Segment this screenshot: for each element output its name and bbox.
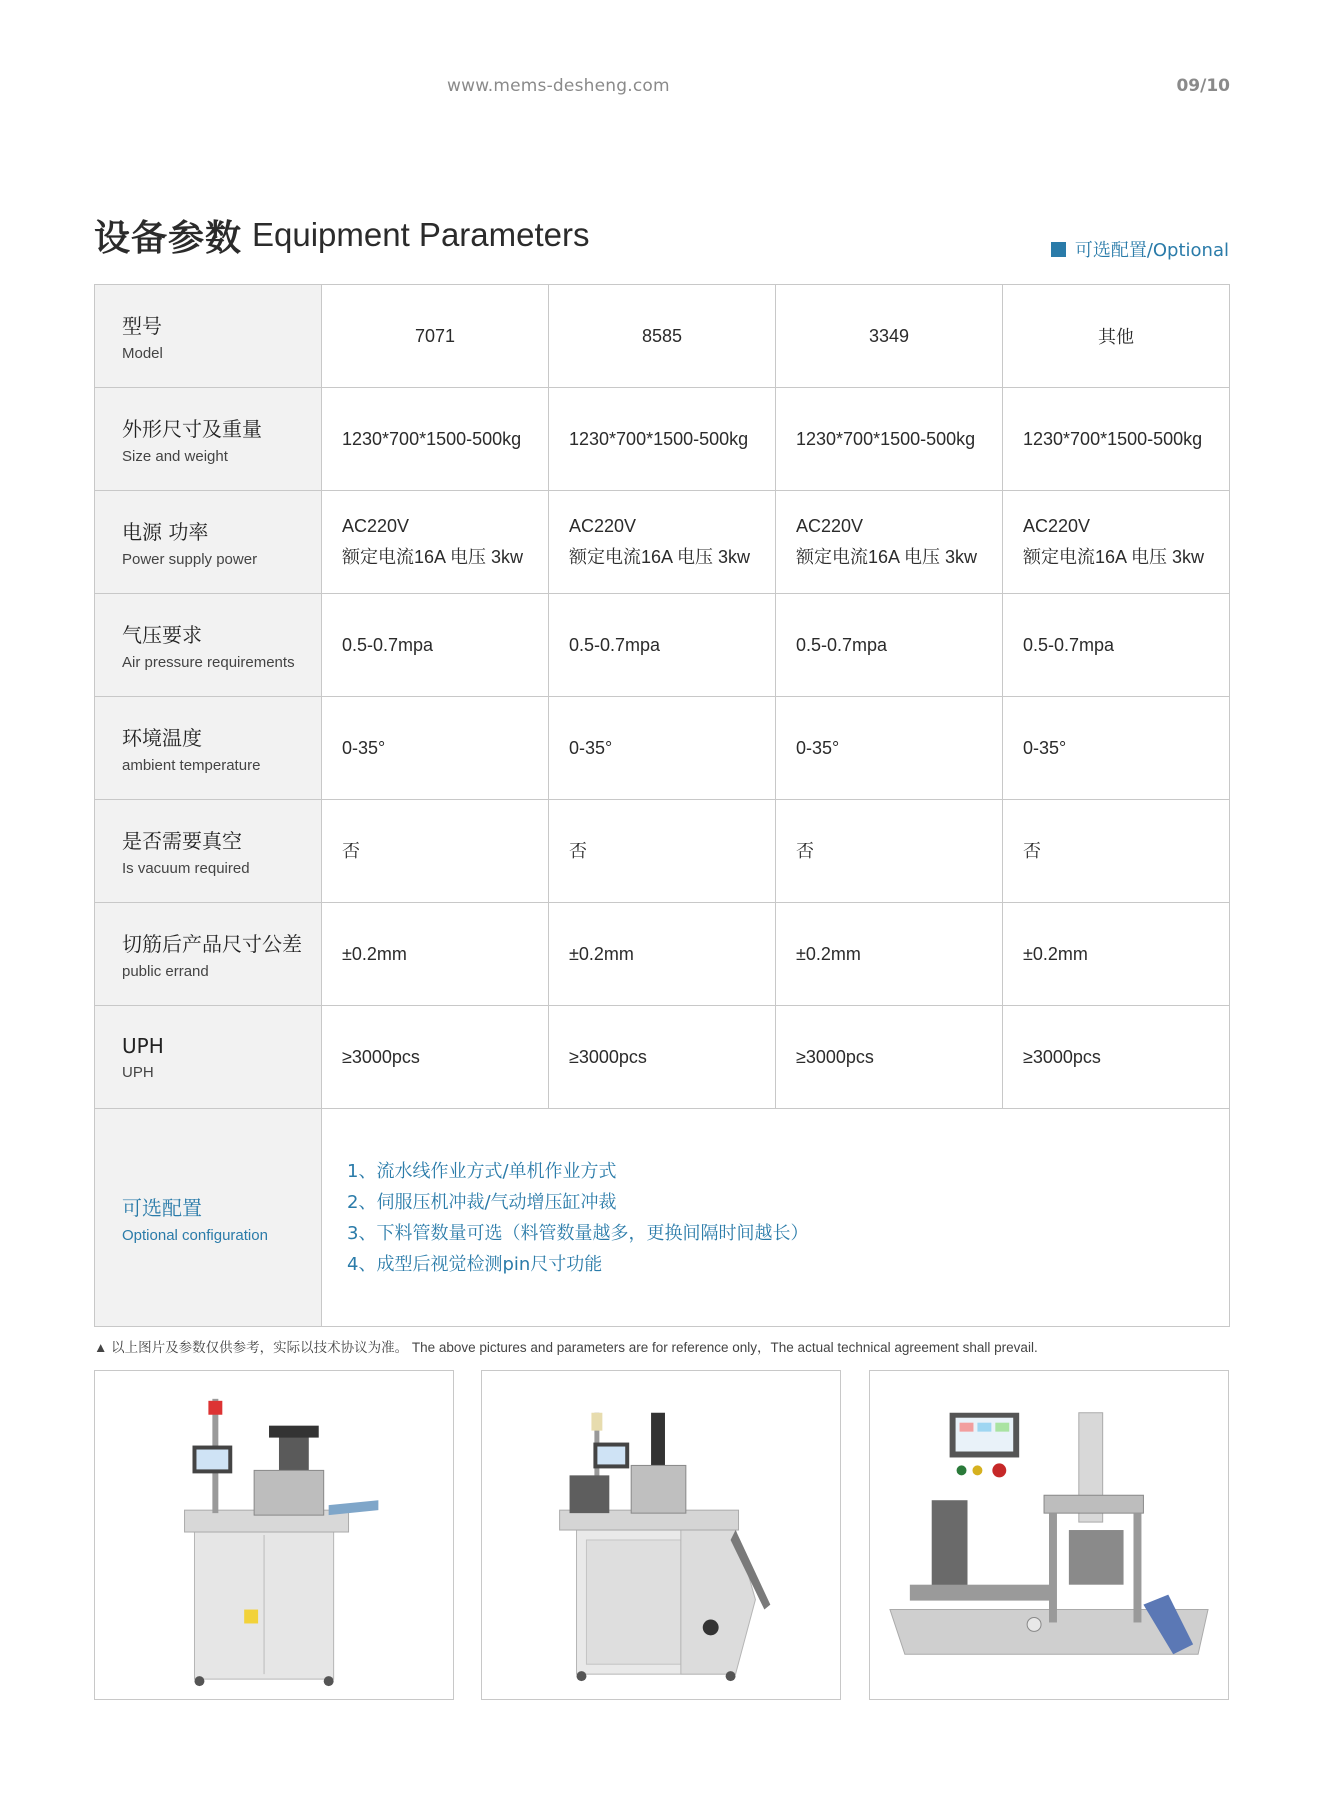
table-cell <box>322 491 549 594</box>
cell-line: 额定电流16A 电压 3kw <box>1023 547 1205 567</box>
cell-line: 否 <box>342 840 360 861</box>
cell-line: 1230*700*1500-500kg <box>342 428 522 449</box>
row-label <box>95 594 322 697</box>
table-cell <box>322 697 549 800</box>
cell-line: 额定电流16A 电压 3kw <box>569 547 751 567</box>
table-cell <box>322 594 549 697</box>
label-en: Air pressure requirements <box>122 654 295 671</box>
table-cell <box>322 1006 549 1109</box>
label-cn: 电源 功率 <box>122 520 209 544</box>
label-en: public errand <box>122 963 209 980</box>
table-cell <box>776 697 1003 800</box>
table-cell <box>776 800 1003 903</box>
cell-line: ±0.2mm <box>569 943 634 964</box>
model-header: 7071 <box>322 285 549 388</box>
table-cell <box>549 491 776 594</box>
table-cell <box>776 491 1003 594</box>
optional-config-list <box>322 1109 1230 1327</box>
label-en: Size and weight <box>122 448 228 465</box>
row-label <box>95 1006 322 1109</box>
model-header: 3349 <box>776 285 1003 388</box>
optional-config-row <box>95 1109 1230 1327</box>
cell-line: 0.5-0.7mpa <box>342 634 434 655</box>
cell-line: 否 <box>796 840 814 861</box>
cell-line: 1230*700*1500-500kg <box>796 428 976 449</box>
page-title-en: Equipment Parameters <box>252 216 590 253</box>
machine-photo-2 <box>481 1370 841 1700</box>
table-row <box>95 800 1230 903</box>
list-item: 1、流水线作业方式/单机作业方式 <box>347 1160 617 1182</box>
cell-line: 1230*700*1500-500kg <box>569 428 749 449</box>
cell-line: AC220V <box>1023 516 1091 536</box>
label-cn: 可选配置 <box>122 1195 202 1220</box>
cell-line: AC220V <box>569 516 637 536</box>
machine-photo-3 <box>869 1370 1229 1700</box>
table-cell <box>549 1006 776 1109</box>
row-label <box>95 388 322 491</box>
label-cn: 型号 <box>122 314 162 338</box>
label-cn: 环境温度 <box>122 726 202 750</box>
row-label <box>95 1109 322 1327</box>
label-cn: 切筋后产品尺寸公差 <box>122 932 302 956</box>
row-label <box>95 285 322 388</box>
page-title-cn: 设备参数 <box>94 218 243 259</box>
table-cell <box>776 388 1003 491</box>
cell-line: 0-35° <box>1023 737 1067 758</box>
legend-square-icon <box>1051 242 1066 257</box>
label-cn: 外形尺寸及重量 <box>122 417 262 441</box>
cell-line: 0.5-0.7mpa <box>1023 634 1115 655</box>
cell-line: ±0.2mm <box>342 943 407 964</box>
optional-legend <box>1051 236 1229 262</box>
table-row <box>95 594 1230 697</box>
parameters-table <box>94 284 1230 1327</box>
row-label <box>95 697 322 800</box>
label-cn: 是否需要真空 <box>122 829 242 853</box>
cell-line: AC220V <box>796 516 864 536</box>
table-cell <box>1003 800 1230 903</box>
table-cell <box>549 903 776 1006</box>
cell-line: ≥3000pcs <box>1023 1046 1101 1067</box>
cell-line: 0-35° <box>796 737 840 758</box>
machine-illustration <box>870 1371 1228 1699</box>
table-cell <box>776 1006 1003 1109</box>
label-en: Optional configuration <box>122 1226 268 1244</box>
cell-line: 否 <box>1023 840 1041 861</box>
table-cell <box>549 594 776 697</box>
label-en: ambient temperature <box>122 757 261 774</box>
row-label <box>95 800 322 903</box>
table-cell <box>322 903 549 1006</box>
cell-line: 0-35° <box>342 737 386 758</box>
cell-line: 额定电流16A 电压 3kw <box>796 547 978 567</box>
cell-line: 额定电流16A 电压 3kw <box>342 547 524 567</box>
cell-line: ≥3000pcs <box>796 1046 874 1067</box>
table-cell <box>1003 903 1230 1006</box>
model-header: 其他 <box>1003 285 1230 388</box>
table-cell <box>1003 697 1230 800</box>
label-cn: 气压要求 <box>122 623 202 647</box>
cell-line: 否 <box>569 840 587 861</box>
table-cell <box>776 903 1003 1006</box>
table-cell <box>549 697 776 800</box>
table-cell <box>1003 388 1230 491</box>
table-cell <box>1003 491 1230 594</box>
cell-line: ±0.2mm <box>796 943 861 964</box>
label-en: Power supply power <box>122 551 258 568</box>
cell-line: 1230*700*1500-500kg <box>1023 428 1203 449</box>
machine-illustration <box>95 1371 453 1699</box>
table-row <box>95 903 1230 1006</box>
cell-line: ≥3000pcs <box>342 1046 420 1067</box>
table-cell <box>322 388 549 491</box>
table-row <box>95 697 1230 800</box>
table-cell <box>1003 594 1230 697</box>
table-header-row <box>95 285 1230 388</box>
cell-line: 0.5-0.7mpa <box>569 634 661 655</box>
label-en: Is vacuum required <box>122 860 250 877</box>
cell-line: 0-35° <box>569 737 613 758</box>
cell-line: 0.5-0.7mpa <box>796 634 888 655</box>
table-cell <box>1003 1006 1230 1109</box>
label-en: UPH <box>122 1063 154 1081</box>
cell-line: ≥3000pcs <box>569 1046 647 1067</box>
table-cell <box>549 800 776 903</box>
list-item: 4、成型后视觉检测pin尺寸功能 <box>347 1253 603 1275</box>
legend-label: 可选配置/Optional <box>1074 240 1229 261</box>
table-cell <box>549 388 776 491</box>
list-item: 2、伺服压机冲裁/气动增压缸冲裁 <box>347 1191 617 1213</box>
website-url: www.mems-desheng.com <box>447 76 670 96</box>
page-number: 09/10 <box>1176 76 1230 96</box>
machine-illustration <box>482 1371 840 1699</box>
machine-photo-1 <box>94 1370 454 1700</box>
table-row <box>95 491 1230 594</box>
list-item: 3、下料管数量可选（料管数量越多，更换间隔时间越长） <box>347 1222 809 1244</box>
table-cell <box>776 594 1003 697</box>
row-label <box>95 903 322 1006</box>
row-label <box>95 491 322 594</box>
label-en: Model <box>122 345 163 362</box>
model-header: 8585 <box>549 285 776 388</box>
cell-line: ±0.2mm <box>1023 943 1088 964</box>
label-cn: UPH <box>122 1033 164 1058</box>
table-row <box>95 388 1230 491</box>
table-row <box>95 1006 1230 1109</box>
cell-line: AC220V <box>342 516 410 536</box>
disclaimer-note: ▲ 以上图片及参数仅供参考，实际以技术协议为准。 The above pictures and parameters are for reference only，The actual technical agreement shall prevail. <box>94 1340 1038 1355</box>
table-cell <box>322 800 549 903</box>
